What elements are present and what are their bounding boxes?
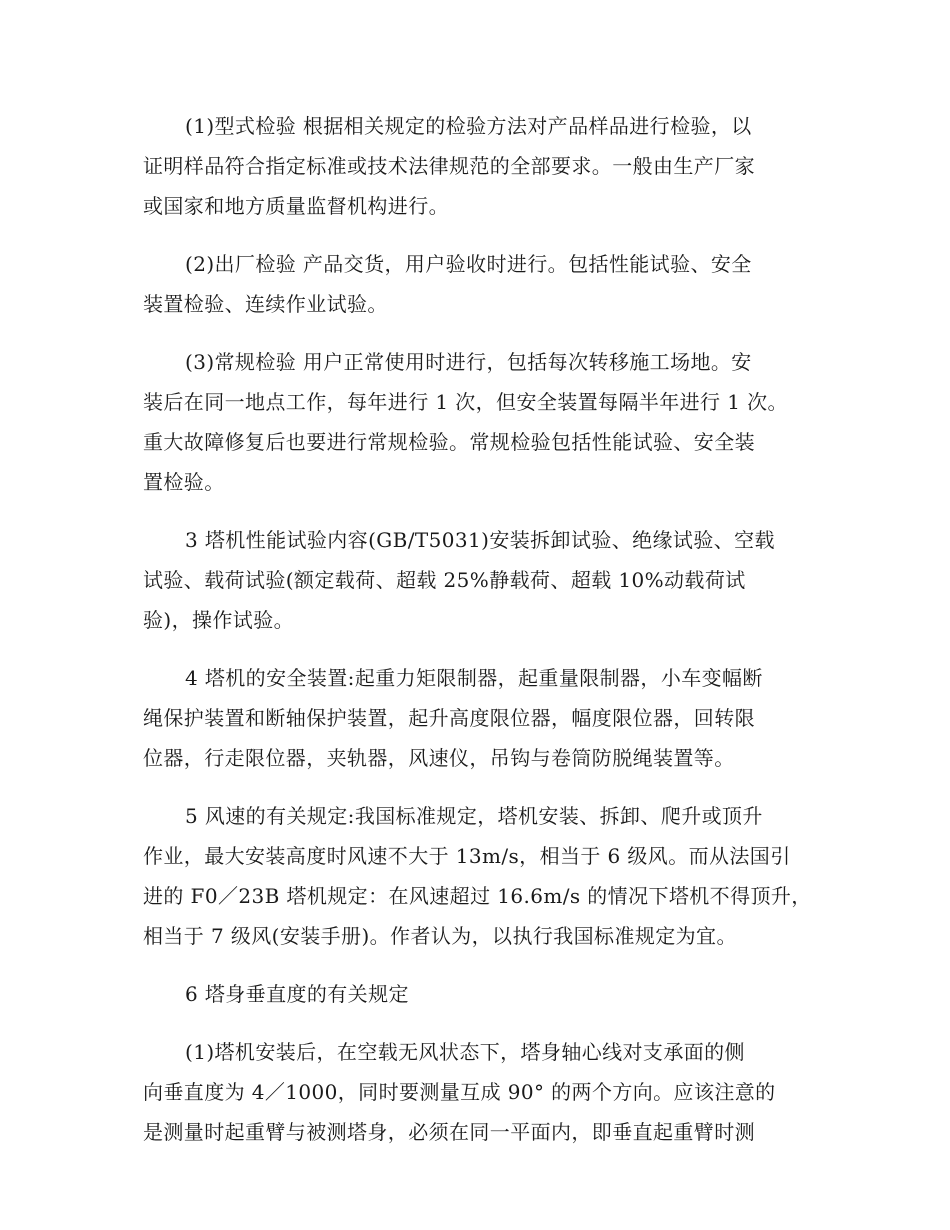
text-line: 或国家和地方质量监督机构进行。: [143, 194, 449, 218]
text-line: (1)型式检验 根据相关规定的检验方法对产品样品进行检验，以: [185, 114, 752, 138]
paragraph-factory-inspection: [143, 244, 808, 324]
paragraph-performance-tests: [143, 520, 808, 640]
paragraph-verticality-rule: [143, 1032, 808, 1152]
paragraph-wind-speed: [143, 796, 812, 956]
document-page: [143, 106, 812, 1152]
section-heading-verticality: [143, 974, 808, 1014]
text-line: (2)出厂检验 产品交货，用户验收时进行。包括性能试验、安全: [185, 252, 752, 276]
text-line: 装后在同一地点工作，每年进行 1 次，但安全装置每隔半年进行 1 次。: [143, 390, 788, 414]
text-line: 装置检验、连续作业试验。: [143, 292, 388, 316]
paragraph-routine-inspection: [143, 342, 808, 502]
text-line: 证明样品符合指定标准或技术法律规范的全部要求。一般由生产厂家: [143, 154, 755, 178]
text-line: 5 风速的有关规定:我国标准规定，塔机安装、拆卸、爬升或顶升: [185, 804, 763, 828]
text-line: 试验、载荷试验(额定载荷、超载 25%静载荷、超载 10%动载荷试: [143, 568, 746, 592]
text-line: 6 塔身垂直度的有关规定: [185, 982, 409, 1006]
text-line: (1)塔机安装后，在空载无风状态下，塔身轴心线对支承面的侧: [185, 1040, 745, 1064]
paragraph-type-inspection: [143, 106, 808, 226]
text-line: 相当于 7 级风(安装手册)。作者认为，以执行我国标准规定为宜。: [143, 924, 737, 948]
text-line: 绳保护装置和断轴保护装置，起升高度限位器，幅度限位器，回转限: [143, 706, 755, 730]
text-line: 进的 F0／23B 塔机规定：在风速超过 16.6m/s 的情况下塔机不得顶升，: [143, 884, 812, 908]
text-line: 作业，最大安装高度时风速不大于 13m/s，相当于 6 级风。而从法国引: [143, 844, 791, 868]
text-line: 3 塔机性能试验内容(GB/T5031)安装拆卸试验、绝缘试验、空载: [185, 528, 775, 552]
paragraph-safety-devices: [143, 658, 808, 778]
text-line: 置检验。: [143, 470, 225, 494]
text-line: 向垂直度为 4／1000，同时要测量互成 90° 的两个方向。应该注意的: [143, 1080, 776, 1104]
text-line: (3)常规检验 用户正常使用时进行，包括每次转移施工场地。安: [185, 350, 752, 374]
text-line: 4 塔机的安全装置:起重力矩限制器，起重量限制器，小车变幅断: [185, 666, 763, 690]
text-line: 验)，操作试验。: [143, 608, 295, 632]
text-line: 是测量时起重臂与被测塔身，必须在同一平面内，即垂直起重臂时测: [143, 1120, 755, 1144]
text-line: 重大故障修复后也要进行常规检验。常规检验包括性能试验、安全装: [143, 430, 755, 454]
text-line: 位器，行走限位器，夹轨器，风速仪，吊钩与卷筒防脱绳装置等。: [143, 746, 735, 770]
